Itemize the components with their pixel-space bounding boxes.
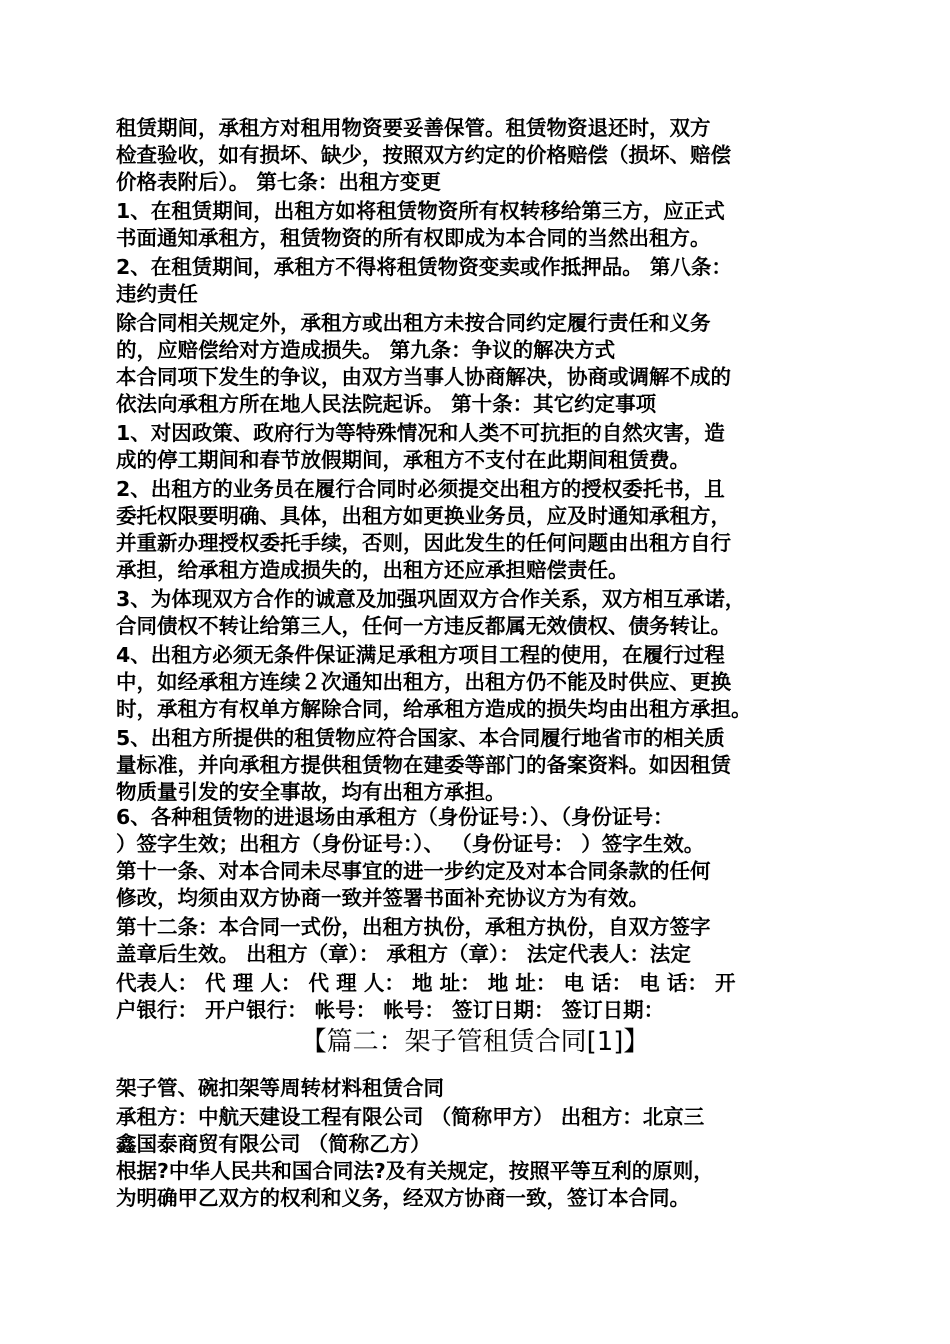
text-line: 承租方：中航天建设工程有限公司 （简称甲方） 出租方：北京三	[116, 1105, 705, 1129]
text-line: 检查验收，如有损坏、缺少，按照双方约定的价格赔偿（损坏、赔偿	[116, 143, 731, 167]
text-line: 户银行： 开户银行： 帐号： 帐号： 签订日期： 签订日期：	[116, 998, 665, 1022]
text-line: 盖章后生效。 出租方（章）： 承租方（章）： 法定代表人：法定	[116, 942, 691, 966]
text-line: 时，承租方有权单方解除合同，给承租方造成的损失均由出租方承担。	[116, 697, 752, 721]
text-line: 依法向承租方所在地人民法院起诉。 第十条：其它约定事项	[116, 392, 657, 416]
text-line: 物质量引发的安全事故，均有出租方承担。	[116, 780, 506, 804]
text-line: 租赁期间，承租方对租用物资要妥善保管。租赁物资退还时，双方	[116, 116, 711, 140]
section-heading: 【篇二：架子管租赁合同[1]】	[300, 1027, 650, 1057]
text-line: 中，如经承租方连续２次通知出租方，出租方仍不能及时供应、更换	[116, 670, 731, 694]
text-line: 违约责任	[116, 282, 198, 306]
text-line: 鑫国泰商贸有限公司 （简称乙方）	[116, 1132, 431, 1156]
text-line: 为明确甲乙双方的权利和义务，经双方协商一致，签订本合同。	[116, 1186, 690, 1210]
text-line: 书面通知承租方，租赁物资的所有权即成为本合同的当然出租方。	[116, 226, 711, 250]
text-line: 修改，均须由双方协商一致并签署书面补充协议方为有效。	[116, 886, 649, 910]
text-line: 第十二条：本合同一式份，出租方执份，承租方执份，自双方签字	[116, 915, 711, 939]
text-line: 价格表附后）。 第七条：出租方变更	[116, 170, 441, 194]
text-line: 4、出租方必须无条件保证满足承租方项目工程的使用，在履行过程	[116, 643, 725, 667]
text-line: 除合同相关规定外，承租方或出租方未按合同约定履行责任和义务	[116, 311, 711, 335]
text-line: 成的停工期间和春节放假期间，承租方不支付在此期间租赁费。	[116, 448, 690, 472]
text-line: 本合同项下发生的争议，由双方当事人协商解决，协商或调解不成的	[116, 365, 731, 389]
text-line: 并重新办理授权委托手续，否则，因此发生的任何问题由出租方自行	[116, 531, 731, 555]
text-line: 架子管、碗扣架等周转材料租赁合同	[116, 1076, 444, 1100]
text-line: 根据?中华人民共和国合同法?及有关规定，按照平等互利的原则，	[116, 1159, 714, 1183]
text-line: ）签字生效；出租方（身份证号：）、 （身份证号： ）签字生效。	[116, 832, 705, 856]
text-line: 2、在租赁期间，承租方不得将租赁物资变卖或作抵押品。 第八条：	[116, 255, 732, 279]
text-line: 量标准，并向承租方提供租赁物在建委等部门的备案资料。如因租赁	[116, 753, 731, 777]
text-line: 3、为体现双方合作的诚意及加强巩固双方合作关系，双方相互承诺，	[116, 587, 746, 611]
text-line: 6、各种租赁物的进退场由承租方（身份证号：）、（身份证号：	[116, 805, 674, 829]
text-line: 代表人： 代 理 人： 代 理 人： 地 址： 地 址： 电 话： 电 话： 开	[116, 971, 736, 995]
text-line: 第十一条、对本合同未尽事宜的进一步约定及对本合同条款的任何	[116, 859, 711, 883]
text-line: 委托权限要明确、具体，出租方如更换业务员，应及时通知承租方，	[116, 504, 731, 528]
text-line: 1、对因政策、政府行为等特殊情况和人类不可抗拒的自然灾害，造	[116, 421, 725, 445]
text-line: 承担，给承租方造成损失的，出租方还应承担赔偿责任。	[116, 558, 629, 582]
text-line: 合同债权不转让给第三人，任何一方违反都属无效债权、债务转让。	[116, 614, 731, 638]
text-line: 5、出租方所提供的租赁物应符合国家、本合同履行地省市的相关质	[116, 726, 725, 750]
text-line: 2、出租方的业务员在履行合同时必须提交出租方的授权委托书，且	[116, 477, 725, 501]
text-line: 1、在租赁期间，出租方如将租赁物资所有权转移给第三方，应正式	[116, 199, 725, 223]
text-line: 的，应赔偿给对方造成损失。 第九条：争议的解决方式	[116, 338, 616, 362]
